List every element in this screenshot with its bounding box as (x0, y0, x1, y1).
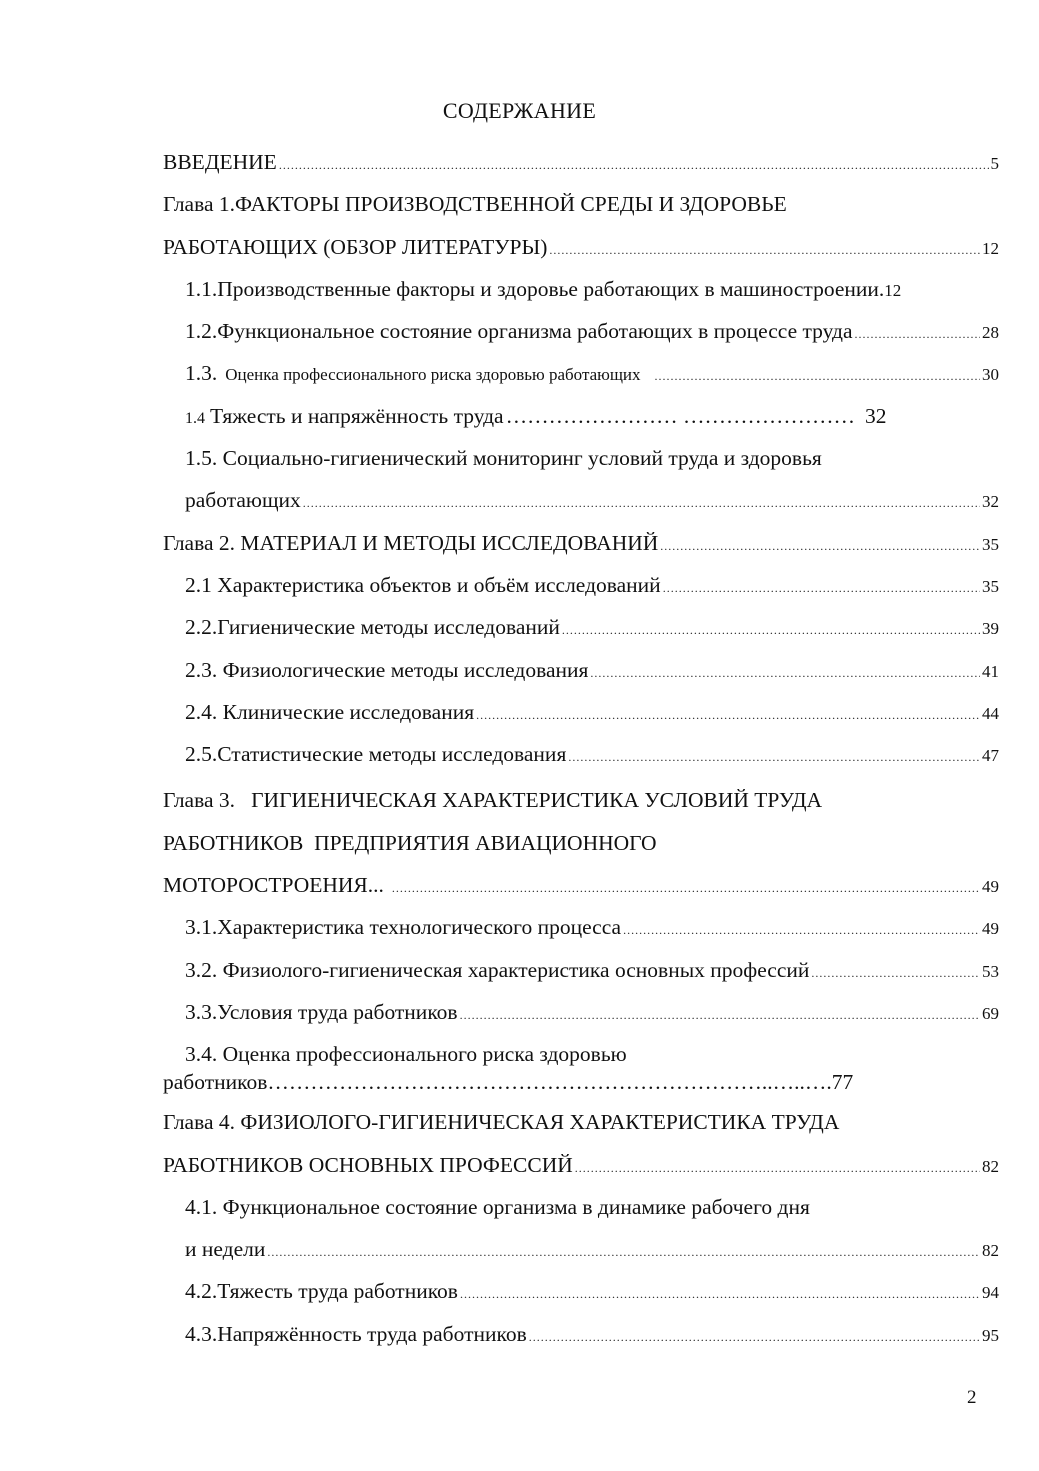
toc-entry-text: Глава 4. ФИЗИОЛОГО-ГИГИЕНИЧЕСКАЯ ХАРАКТЕРИСТИКА ТРУДА (163, 1110, 840, 1135)
toc-entry-text: 3.2. Физиолого-гигиеническая характеристика основных профессий (185, 957, 810, 982)
toc-page-number: 82 (982, 1156, 999, 1176)
toc-entry-4-2[interactable] (163, 1279, 999, 1321)
toc-entry-1-1[interactable] (163, 277, 999, 319)
dot-leader (279, 158, 989, 173)
toc-entry-chapter-1-line1[interactable] (163, 192, 999, 234)
toc-entry-text: 2.2.Гигиенические методы исследований (185, 615, 560, 640)
toc-entry-text: Глава 1.ФАКТОРЫ ПРОИЗВОДСТВЕННОЙ СРЕДЫ И ЗДОРОВЬЕ (163, 192, 787, 217)
toc-page-number: 5 (990, 154, 999, 173)
dot-leader (476, 708, 980, 723)
ellipsis-leader: …………………… …………………… (505, 403, 855, 428)
toc-entry-chapter-1-line2[interactable] (163, 235, 999, 277)
toc-page-number: 35 (982, 576, 999, 596)
toc-page-number: 77 (831, 1070, 854, 1095)
toc-page-number: 82 (982, 1241, 999, 1261)
dot-leader (855, 327, 980, 342)
dot-leader (303, 496, 980, 511)
dot-leader (575, 1161, 980, 1176)
toc-entry-text: работающих (185, 488, 301, 513)
toc-entry-1-5-line2[interactable] (163, 488, 999, 530)
toc-page-number: 30 (982, 365, 999, 385)
toc-entry-number: 1.4 (185, 409, 205, 427)
toc-entry-text: МОТОРОСТРОЕНИЯ... (163, 873, 384, 898)
dot-leader (529, 1330, 980, 1345)
dot-leader (623, 923, 980, 938)
dot-leader (590, 666, 980, 681)
toc-page-number: 28 (982, 323, 999, 343)
toc-entry-number: 1.3. (185, 361, 218, 386)
toc-page-number: 35 (982, 534, 999, 554)
toc-entry-3-3[interactable] (163, 1000, 999, 1042)
toc-entry-text: Глава 3. ГИГИЕНИЧЕСКАЯ ХАРАКТЕРИСТИКА УСЛОВИЙ ТРУДА (163, 788, 823, 813)
toc-entry-text: 1.2.Функциональное состояние организма работающих в процессе труда (185, 319, 853, 344)
toc-entry-2-1[interactable] (163, 573, 999, 615)
dot-leader (267, 1245, 980, 1260)
page-number: 2 (967, 1387, 977, 1408)
toc-entry-text: РАБОТНИКОВ ПРЕДПРИЯТИЯ АВИАЦИОННОГО (163, 830, 657, 855)
dot-leader (811, 966, 980, 981)
toc-entry-text: 2.4. Клинические исследования (185, 699, 475, 724)
toc-entry-chapter-3-line3[interactable] (163, 873, 999, 915)
dot-leader (562, 623, 980, 638)
toc-entry-2-2[interactable] (163, 615, 999, 657)
toc-page-number: 39 (982, 619, 999, 639)
dot-leader (663, 581, 980, 596)
toc-entry-text: 3.1.Характеристика технологического процесса (185, 915, 622, 940)
toc-entry-text: 3.3.Условия труда работников (185, 999, 458, 1024)
toc-entry-intro[interactable] (163, 150, 999, 192)
toc-entry-1-5-line1[interactable] (163, 446, 999, 488)
toc-page-number: 69 (982, 1003, 999, 1023)
toc-entry-text: 2.3. Физиологические методы исследования (185, 657, 589, 682)
toc-page-number: 49 (982, 877, 999, 897)
dot-leader (460, 1008, 980, 1023)
toc-page-number: 44 (982, 703, 999, 723)
toc-entry-chapter-4-line1[interactable] (163, 1110, 999, 1152)
toc-entry-1-3[interactable] (163, 361, 999, 403)
toc-entry-chapter-4-line2[interactable] (163, 1153, 999, 1195)
toc-entry-3-2[interactable] (163, 958, 999, 1000)
dot-leader (655, 369, 980, 384)
dot-leader (549, 243, 980, 258)
page-title: СОДЕРЖАНИЕ (442, 98, 597, 123)
dot-leader (660, 539, 980, 554)
toc-entry-text: 1.1.Производственные факторы и здоровье работающих в машиностроении. (185, 276, 885, 301)
toc-entry-2-3[interactable] (163, 658, 999, 700)
toc-page-number: 32 (982, 492, 999, 512)
dot-leader (568, 750, 980, 765)
toc-entry-text: 3.4. Оценка профессионального риска здоровью (185, 1042, 627, 1067)
toc-entry-text: РАБОТАЮЩИХ (ОБЗОР ЛИТЕРАТУРЫ) (163, 234, 548, 259)
toc-entry-chapter-3-line1[interactable] (163, 788, 999, 830)
toc-entry-text: и недели (185, 1237, 266, 1262)
toc-entry-text: 1.5. Социально-гигиенический мониторинг условий труда и здоровья (185, 446, 822, 471)
toc-entry-text: РАБОТНИКОВ ОСНОВНЫХ ПРОФЕССИЙ (163, 1152, 573, 1177)
toc-entry-2-4[interactable] (163, 700, 999, 742)
toc-page-number: 12 (884, 280, 902, 300)
toc-entry-2-5[interactable] (163, 742, 999, 784)
toc-page-number: 12 (982, 238, 999, 258)
toc-page-number: 32 (864, 403, 887, 428)
toc-entry-3-4-line1[interactable] (163, 1042, 999, 1070)
toc-entry-text: Тяжесть и напряжённость труда (210, 403, 504, 428)
table-of-contents (163, 150, 999, 1364)
toc-entry-text: 4.3.Напряжённость труда работников (185, 1321, 527, 1346)
toc-page-number: 95 (982, 1325, 999, 1345)
toc-entry-3-4-line2[interactable] (163, 1070, 999, 1098)
toc-page-number: 41 (982, 661, 999, 681)
toc-entry-text: Глава 2. МАТЕРИАЛ И МЕТОДЫ ИССЛЕДОВАНИЙ (163, 530, 659, 555)
toc-entry-text: работников (163, 1070, 268, 1095)
toc-entry-text: 2.1 Характеристика объектов и объём исследований (185, 572, 661, 597)
toc-entry-chapter-2[interactable] (163, 531, 999, 573)
toc-page-number: 47 (982, 746, 999, 766)
toc-entry-4-3[interactable] (163, 1322, 999, 1364)
toc-entry-text: 2.5.Статистические методы исследования (185, 742, 567, 767)
toc-page-number: 53 (982, 961, 999, 981)
toc-entry-text: 4.1. Функциональное состояние организма в динамике рабочего дня (185, 1194, 810, 1219)
dot-leader (460, 1287, 980, 1302)
toc-entry-text: 4.2.Тяжесть труда работников (185, 1279, 458, 1304)
toc-page-number: 94 (982, 1283, 999, 1303)
toc-entry-3-1[interactable] (163, 915, 999, 957)
toc-entry-4-1-line1[interactable] (163, 1195, 999, 1237)
toc-entry-text: ВВЕДЕНИЕ (163, 150, 277, 174)
toc-entry-chapter-3-line2[interactable] (163, 831, 999, 873)
toc-entry-1-2[interactable] (163, 319, 999, 361)
dot-leader (392, 881, 980, 896)
toc-entry-1-4[interactable] (163, 404, 999, 446)
toc-entry-text: Оценка профессионального риска здоровью работающих (225, 365, 641, 385)
toc-entry-4-1-line2[interactable] (163, 1237, 999, 1279)
ellipsis-leader: ……………………………………………………………..…..…. (267, 1070, 832, 1095)
toc-page-number: 49 (982, 919, 999, 939)
